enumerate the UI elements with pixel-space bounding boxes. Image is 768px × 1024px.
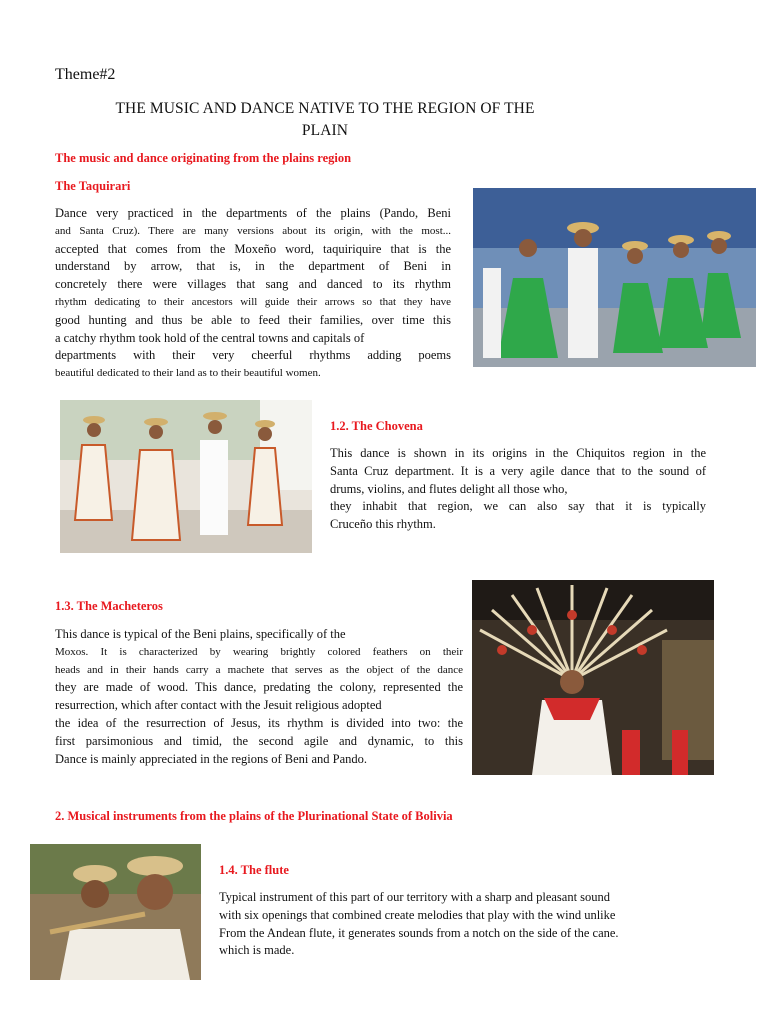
page-title-line1: THE MUSIC AND DANCE NATIVE TO THE REGION OF THE <box>115 100 535 117</box>
text-line: rhythm dedicating to their ancestors will guide their arrows so that they have <box>55 295 451 308</box>
text-line: Cruceño this rhythm. <box>330 517 436 532</box>
page-title-line2: PLAIN <box>301 122 349 139</box>
page-title <box>60 98 590 142</box>
text-line: heads and in their hands carry a machete that serves as the object of the dance <box>55 663 463 676</box>
section-subtitle: The music and dance originating from the plains region <box>55 151 352 165</box>
taquirari-dancers-photo <box>473 188 756 367</box>
text-line: departments with their very cheerful rhythms adding poems <box>55 348 451 363</box>
text-line: Dance very practiced in the departments of the plains (Pando, Beni <box>55 206 451 220</box>
text-line: Dance is mainly appreciated in the regions of Beni and Pando. <box>55 751 368 766</box>
text-line: and Santa Cruz). There are many versions about its origin, with the most... <box>55 224 451 237</box>
text-line: they inhabit that region, we can also say that it is typically <box>330 499 706 514</box>
text-line: a catchy rhythm took hold of the central towns and capitals of <box>55 330 365 345</box>
chovena-paragraph <box>330 445 706 534</box>
text-line: drums, violins, and flutes delight all those who, <box>330 481 568 496</box>
text-line: accepted that comes from the Moxeño word, taquiriquire that is the <box>55 241 451 256</box>
flute-heading: 1.4. The flute <box>219 863 289 877</box>
macheteros-heading: 1.3. The Macheteros <box>55 599 163 613</box>
text-line: Santa Cruz department. It is a very agile dance that to the sound of <box>330 463 706 478</box>
chovena-heading: 1.2. The Chovena <box>330 419 423 433</box>
text-line: Typical instrument of this part of our territory with a sharp and pleasant sound <box>219 890 611 904</box>
text-line: Moxos. It is characterized by wearing brightly colored feathers on their <box>55 645 463 658</box>
text-line: concretely there were villages that sang and danced to its rhythm <box>55 277 451 292</box>
macheteros-paragraph <box>55 626 463 768</box>
text-line: the idea of the resurrection of Jesus, its rhythm is divided into two: the <box>55 715 463 730</box>
text-line: they are made of wood. This dance, predating the colony, represented the <box>55 680 463 695</box>
instruments-heading: 2. Musical instruments from the plains of the Plurinational State of Bolivia <box>55 809 453 823</box>
text-line: resurrection, which after contact with the Jesuit religious adopted <box>55 698 382 713</box>
theme-label: Theme#2 <box>55 66 116 83</box>
text-line: This dance is typical of the Beni plains, specifically of the <box>55 627 346 641</box>
taquirari-heading: The Taquirari <box>55 179 131 193</box>
text-line: This dance is shown in its origins in the Chiquitos region in the <box>330 446 706 460</box>
macheteros-dancer-photo <box>472 580 714 775</box>
taquirari-paragraph <box>55 205 451 383</box>
text-line: first parsimonious and timid, the second agile and dynamic, to this <box>55 733 463 748</box>
chovena-dancers-photo <box>60 400 312 553</box>
flute-paragraph <box>219 889 667 960</box>
text-line: understand by arrow, that is, in the department of Beni in <box>55 259 451 274</box>
text-line: which is made. <box>219 943 295 958</box>
text-line: beautiful dedicated to their land as to their beautiful women. <box>55 367 321 380</box>
text-line: good hunting and thus be able to feed their families, over time this <box>55 312 451 327</box>
text-line: From the Andean flute, it generates sounds from a notch on the side of the cane. <box>219 925 619 940</box>
flute-player-photo <box>30 844 201 980</box>
text-line: with six openings that combined create melodies that play with the wind unlike <box>219 907 616 922</box>
